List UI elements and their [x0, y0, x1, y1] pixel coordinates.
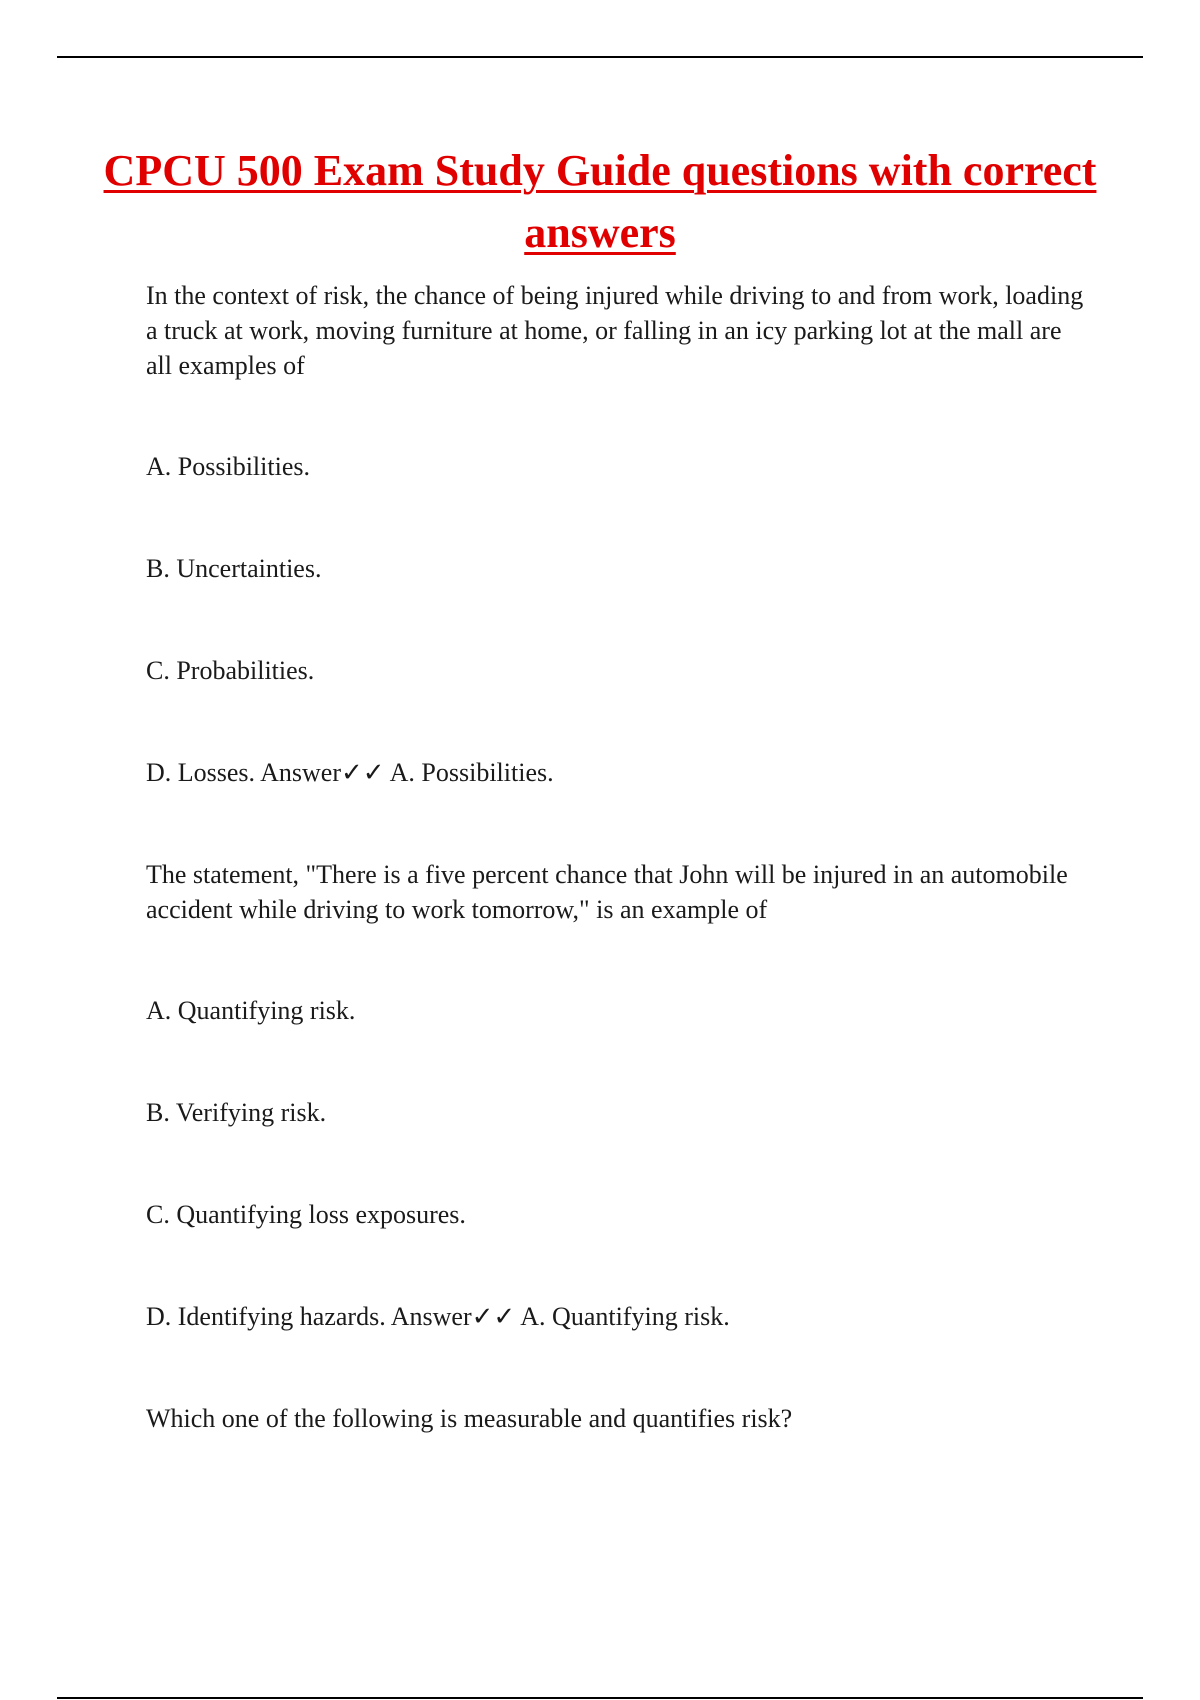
question-text: In the context of risk, the chance of being injured while driving to and from work, loading a truck at work, moving furniture at home, or falling in an icy parking lot at the mall are all examples of: [146, 281, 1084, 380]
document-title: CPCU 500 Exam Study Guide questions with correct answers: [103, 146, 1097, 257]
answer-option: A. Quantifying risk.: [146, 996, 356, 1025]
answer-option: D. Losses. Answer✓✓ A. Possibilities.: [146, 758, 554, 787]
answer-option: A. Possibilities.: [146, 452, 310, 481]
bottom-divider: [57, 1697, 1143, 1699]
answer-option: C. Probabilities.: [146, 656, 315, 685]
question-text: Which one of the following is measurable and quantifies risk?: [146, 1404, 793, 1433]
answer-option: B. Uncertainties.: [146, 554, 322, 583]
answer-option: C. Quantifying loss exposures.: [146, 1200, 466, 1229]
document-body: [146, 278, 1086, 1436]
answer-option: B. Verifying risk.: [146, 1098, 327, 1127]
top-divider: [57, 56, 1143, 58]
question-text: The statement, "There is a five percent chance that John will be injured in an automobile accident while driving to work tomorrow," is an example of: [146, 860, 1068, 924]
answer-option: D. Identifying hazards. Answer✓✓ A. Quantifying risk.: [146, 1302, 730, 1331]
